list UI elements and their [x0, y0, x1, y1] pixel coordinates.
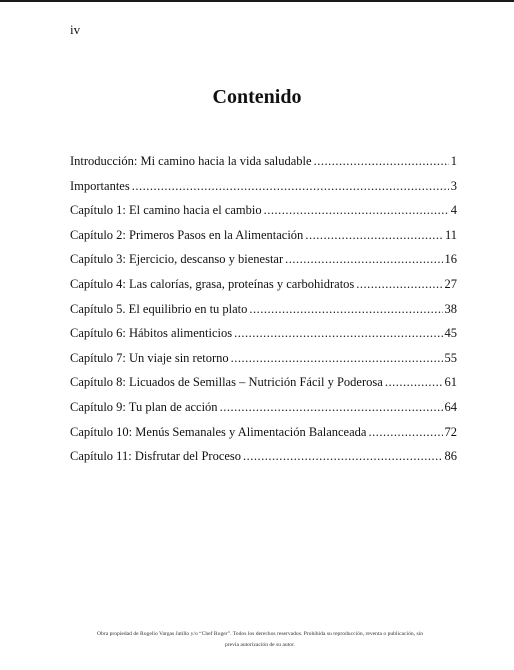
toc-entry[interactable]	[70, 203, 457, 228]
toc-entry[interactable]	[70, 179, 457, 204]
toc-entry-label: Capítulo 6: Hábitos alimenticios	[70, 326, 233, 341]
toc-entry[interactable]	[70, 375, 457, 400]
toc-entry-page: 86	[444, 449, 457, 464]
toc-entry-label: Capítulo 3: Ejercicio, descanso y bienestar	[70, 252, 284, 267]
toc-entry[interactable]	[70, 351, 457, 376]
toc-dot-leader	[385, 375, 443, 390]
toc-entry-page: 45	[444, 326, 457, 341]
toc-dot-leader	[314, 154, 449, 169]
footer-line-1: Obra propiedad de Rogelio Vargas Jatillo y/o “Chef Roger”. Todos los derechos reservados. Prohibida su reproducción, reventa o publicación, sin	[97, 631, 423, 637]
toc-entry[interactable]	[70, 449, 457, 474]
toc-entry-page: 16	[444, 252, 457, 267]
toc-entry[interactable]	[70, 252, 457, 277]
page-title: Contenido	[212, 86, 302, 108]
toc-entry-label: Introducción: Mi camino hacia la vida saludable	[70, 154, 312, 168]
toc-dot-leader	[234, 326, 442, 341]
page-number: iv	[70, 22, 81, 37]
toc-entry[interactable]	[70, 277, 457, 302]
toc-entry-page: 55	[444, 350, 457, 365]
toc-dot-leader	[243, 449, 442, 464]
toc-entry-page: 4	[450, 203, 457, 218]
table-of-contents	[70, 154, 457, 474]
toc-dot-leader	[285, 252, 442, 267]
toc-entry-page: 11	[444, 227, 457, 242]
toc-entry-page: 27	[444, 276, 457, 291]
toc-entry-label: Importantes	[70, 178, 130, 193]
toc-dot-leader	[132, 179, 449, 194]
toc-entry-page: 1	[450, 154, 457, 168]
toc-entry-page: 64	[444, 399, 457, 414]
toc-entry-label: Capítulo 9: Tu plan de acción	[70, 399, 218, 414]
toc-entry-label: Capítulo 1: El camino hacia el cambio	[70, 203, 262, 218]
toc-entry[interactable]	[70, 400, 457, 425]
toc-entry-label: Capítulo 2: Primeros Pasos en la Alimentación	[70, 227, 304, 242]
toc-dot-leader	[368, 425, 442, 440]
toc-entry-label: Capítulo 5. El equilibrio en tu plato	[70, 301, 248, 316]
footer-line-2: previa autorización de su autor.	[224, 642, 296, 648]
toc-dot-leader	[305, 228, 443, 243]
toc-entry-page: 38	[444, 301, 457, 316]
toc-entry-page: 61	[444, 375, 457, 390]
top-border	[0, 0, 514, 2]
toc-entry[interactable]	[70, 326, 457, 351]
toc-entry-label: Capítulo 11: Disfrutar del Proceso	[70, 449, 242, 464]
toc-entry-label: Capítulo 4: Las calorías, grasa, proteínas y carbohidratos	[70, 276, 355, 291]
toc-dot-leader	[264, 203, 449, 218]
toc-entry-page: 72	[444, 424, 457, 439]
toc-entry-label: Capítulo 8: Licuados de Semillas – Nutrición Fácil y Poderosa	[70, 375, 383, 390]
toc-entry-page: 3	[450, 178, 457, 193]
toc-entry[interactable]	[70, 228, 457, 253]
toc-entry[interactable]	[70, 154, 457, 179]
toc-entry[interactable]	[70, 425, 457, 450]
toc-dot-leader	[231, 351, 443, 366]
toc-dot-leader	[220, 400, 443, 415]
copyright-footer	[60, 629, 460, 651]
toc-dot-leader	[249, 302, 442, 317]
toc-entry[interactable]	[70, 302, 457, 327]
toc-entry-label: Capítulo 10: Menús Semanales y Alimentación Balanceada	[70, 424, 367, 439]
toc-dot-leader	[356, 277, 442, 292]
toc-entry-label: Capítulo 7: Un viaje sin retorno	[70, 350, 229, 365]
